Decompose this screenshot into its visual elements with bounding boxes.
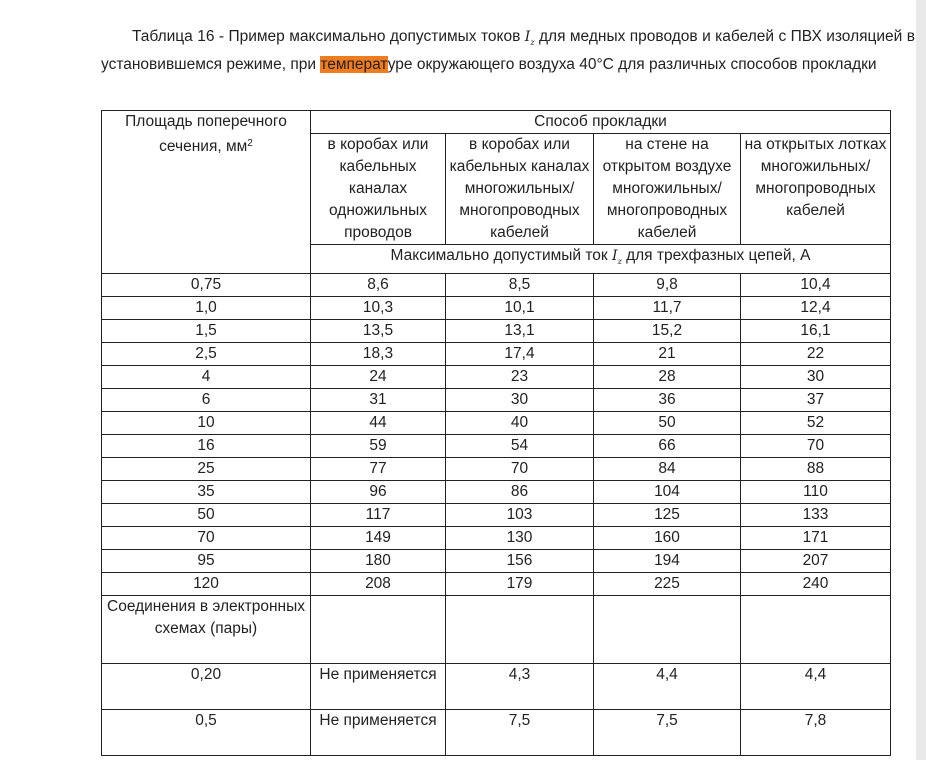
table-cell: 208 (311, 572, 446, 595)
table-cell: 0,75 (102, 273, 311, 296)
table-row (102, 365, 891, 388)
table-row (102, 503, 891, 526)
table-cell: 54 (446, 434, 594, 457)
table-cell: 18,3 (311, 342, 446, 365)
table-cell: 40 (446, 411, 594, 434)
table-cell: 7,5 (594, 709, 741, 755)
table-cell: 12,4 (741, 296, 891, 319)
table-cell: 37 (741, 388, 891, 411)
empty-cell (594, 595, 741, 663)
table-cell: 0,20 (102, 663, 311, 709)
table-cell: 2,5 (102, 342, 311, 365)
table-cell: 86 (446, 480, 594, 503)
table-row (102, 434, 891, 457)
table-cell: 35 (102, 480, 311, 503)
table-cell: 125 (594, 503, 741, 526)
table-cell: 70 (741, 434, 891, 457)
table-cell: 133 (741, 503, 891, 526)
table-cell: 120 (102, 572, 311, 595)
table-cell: 10,4 (741, 273, 891, 296)
table-cell: 7,5 (446, 709, 594, 755)
table-cell: 31 (311, 388, 446, 411)
table-row (102, 342, 891, 365)
table-row (102, 480, 891, 503)
table-cell: 130 (446, 526, 594, 549)
caption-current-symbol: $I_z$ (524, 29, 535, 47)
table-cell: 30 (446, 388, 594, 411)
table-cell: Не применяется (311, 709, 446, 755)
header-row-1 (102, 111, 891, 134)
table-cell: 8,6 (311, 273, 446, 296)
table-cell: 16 (102, 434, 311, 457)
table-cell: 21 (594, 342, 741, 365)
table-cell: 4,3 (446, 663, 594, 709)
table-cell: Не применяется (311, 663, 446, 709)
table-cell: 110 (741, 480, 891, 503)
table-cell: 88 (741, 457, 891, 480)
table-cell: 4,4 (741, 663, 891, 709)
table-row (102, 296, 891, 319)
column-header-ducts-single-core: в коробах или кабельных каналах одножильных проводов (311, 134, 446, 245)
table-cell: 149 (311, 526, 446, 549)
table-cell: 30 (741, 365, 891, 388)
current-table (101, 110, 891, 756)
table-cell: 117 (311, 503, 446, 526)
table-caption (101, 26, 915, 76)
section-row (102, 595, 891, 663)
table-cell: 13,5 (311, 319, 446, 342)
column-header-open-trays: на открытых лотках многожильных/ многопроводных кабелей (741, 134, 891, 245)
scrollbar-track[interactable] (916, 0, 926, 760)
table-cell: 10 (102, 411, 311, 434)
table-cell: 180 (311, 549, 446, 572)
column-header-wall-open-air: на стене на открытом воздухе многожильных/ многопроводных кабелей (594, 134, 741, 245)
pair-row (102, 663, 891, 709)
table-cell: 10,1 (446, 296, 594, 319)
table-cell: 36 (594, 388, 741, 411)
current-header: Максимально допустимый ток $I_z$ для трехфазных цепей, А (311, 245, 891, 274)
table-cell: 4,4 (594, 663, 741, 709)
table-cell: 225 (594, 572, 741, 595)
table-cell: 171 (741, 526, 891, 549)
table-cell: 16,1 (741, 319, 891, 342)
caption-text-end: уре окружающего воздуха 40°С для различных способов прокладки (387, 55, 877, 73)
caption-text-middle: для медных проводов и кабелей с ПВХ изоляцией в установившемся режиме, при (101, 28, 916, 73)
table-cell: 179 (446, 572, 594, 595)
table-row (102, 273, 891, 296)
table-cell: 50 (102, 503, 311, 526)
table-cell: 95 (102, 549, 311, 572)
table-cell: 25 (102, 457, 311, 480)
table-cell: 96 (311, 480, 446, 503)
table-cell: 1,5 (102, 319, 311, 342)
table-cell: 66 (594, 434, 741, 457)
table-cell: 103 (446, 503, 594, 526)
table-cell: 28 (594, 365, 741, 388)
section-label: Соединения в электронных схемах (пары) (102, 595, 311, 663)
pair-row (102, 709, 891, 755)
empty-cell (741, 595, 891, 663)
table-row (102, 319, 891, 342)
table-cell: 24 (311, 365, 446, 388)
table-cell: 11,7 (594, 296, 741, 319)
table-row (102, 411, 891, 434)
table-cell: 84 (594, 457, 741, 480)
table-cell: 4 (102, 365, 311, 388)
table-cell: 7,8 (741, 709, 891, 755)
table-cell: 9,8 (594, 273, 741, 296)
table-cell: 6 (102, 388, 311, 411)
table-cell: 1,0 (102, 296, 311, 319)
table-cell: 52 (741, 411, 891, 434)
current-header-symbol: $I_z$ (612, 248, 622, 266)
table-cell: 104 (594, 480, 741, 503)
table-cell: 23 (446, 365, 594, 388)
table-cell: 10,3 (311, 296, 446, 319)
empty-cell (311, 595, 446, 663)
table-cell: 50 (594, 411, 741, 434)
table-cell: 59 (311, 434, 446, 457)
table-cell: 15,2 (594, 319, 741, 342)
table-cell: 70 (102, 526, 311, 549)
table-cell: 44 (311, 411, 446, 434)
table-row (102, 526, 891, 549)
table-row (102, 457, 891, 480)
area-header: Площадь поперечного сечения, $мм^2$ (102, 111, 311, 274)
search-highlight: температ (320, 55, 388, 73)
table-cell: 194 (594, 549, 741, 572)
table-row (102, 549, 891, 572)
table-row (102, 572, 891, 595)
table-cell: 156 (446, 549, 594, 572)
table-cell: 70 (446, 457, 594, 480)
table-cell: 13,1 (446, 319, 594, 342)
table-cell: 17,4 (446, 342, 594, 365)
table-cell: 0,5 (102, 709, 311, 755)
table-cell: 207 (741, 549, 891, 572)
column-header-ducts-multicore: в коробах или кабельных каналах многожильных/ многопроводных кабелей (446, 134, 594, 245)
table-cell: 77 (311, 457, 446, 480)
table-cell: 160 (594, 526, 741, 549)
table-cell: 22 (741, 342, 891, 365)
table-cell: 8,5 (446, 273, 594, 296)
caption-text-start: Таблица 16 - Пример максимально допустимых токов (132, 28, 521, 45)
empty-cell (446, 595, 594, 663)
table-row (102, 388, 891, 411)
table-cell: 240 (741, 572, 891, 595)
method-header: Способ прокладки (311, 111, 891, 134)
